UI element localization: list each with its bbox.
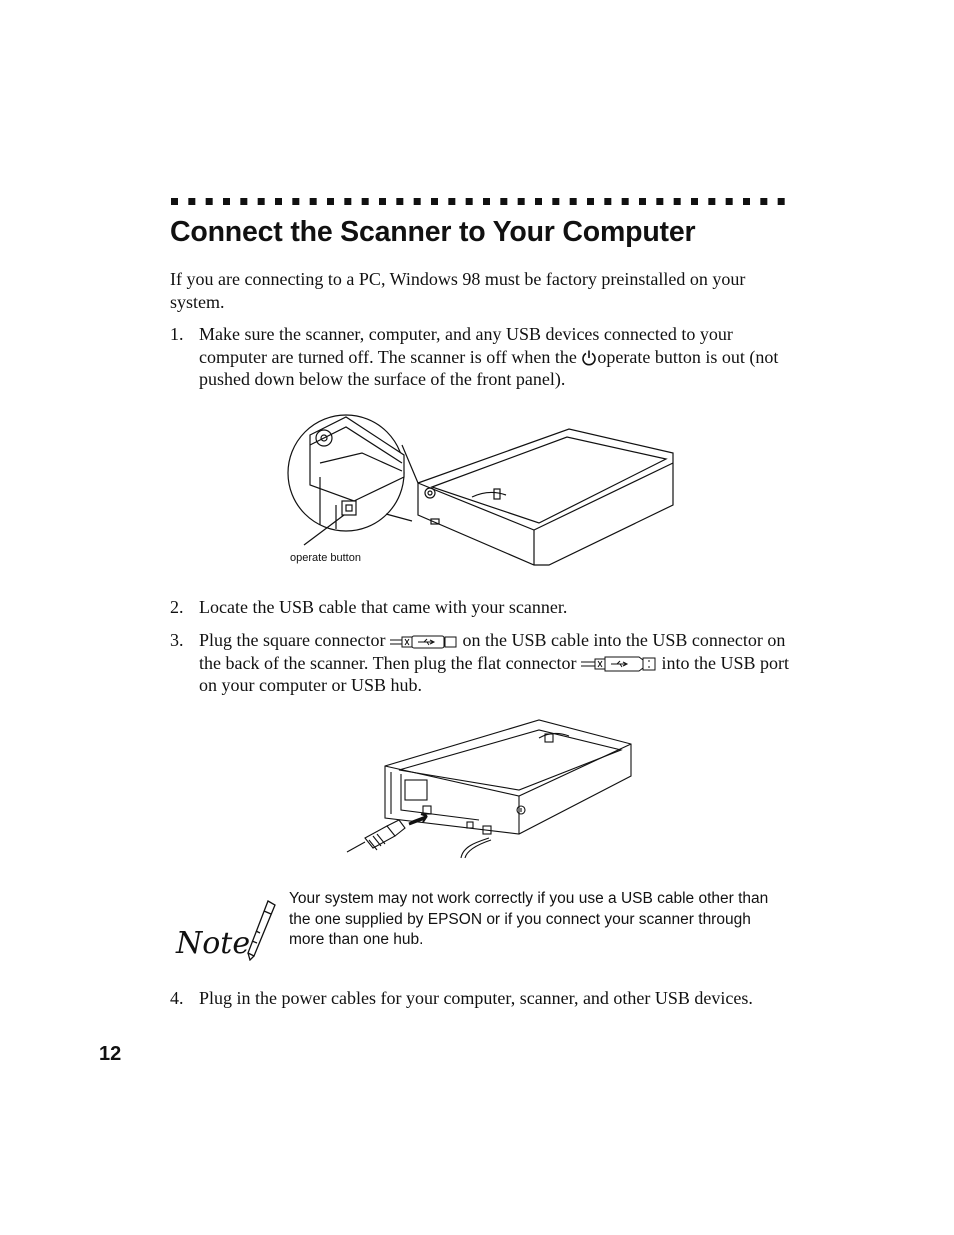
rule-dot [448,198,455,205]
rule-dot [414,198,421,205]
step-text: Locate the USB cable that came with your scanner. [199,597,568,617]
rule-dot [570,198,577,205]
rule-dot [240,198,247,205]
rule-dot [535,198,542,205]
figure-caption: operate button [290,552,361,564]
note-text: Your system may not work correctly if you use a USB cable other than the one supplied by EPSON or if you connect your scanner through more than one hub. [289,890,769,948]
rule-dot [587,198,594,205]
rule-dot [726,198,733,205]
step-text: Plug in the power cables for your computer, scanner, and other USB devices. [199,988,753,1008]
rule-dot [604,198,611,205]
rule-dot [275,198,282,205]
rule-dot [500,198,507,205]
rule-dot [743,198,750,205]
intro-paragraph: If you are connecting to a PC, Windows 98 must be factory preinstalled on your system. [170,269,746,312]
rule-dot [691,198,698,205]
rule-dot [206,198,213,205]
rule-dot [552,198,559,205]
step-number: 4. [170,988,184,1008]
page-heading: Connect the Scanner to Your Computer [170,216,696,248]
step-text: Plug the square connector on the USB cable into the USB connector on the back of the scanner. Then plug the flat connector into the USB port on your computer or USB hub. [199,630,790,695]
rule-dot [258,198,265,205]
rule-dot [327,198,334,205]
scanner-back-illustration [343,714,635,860]
usb-flat-connector-icon [581,656,657,672]
rule-dot [708,198,715,205]
rule-dot [518,198,525,205]
rule-dot [310,198,317,205]
rule-dot [431,198,438,205]
page-number: 12 [99,1043,122,1065]
rule-dot [760,198,767,205]
usb-square-connector-icon [390,635,458,649]
rule-dot [466,198,473,205]
step-text: Make sure the scanner, computer, and any USB devices connected to your computer are turned off. The scanner is off when the operate button is out (not pushed down below the surface of the front panel). [199,324,779,389]
rule-dot [674,198,681,205]
note-label: Note [176,926,251,961]
rule-dot [483,198,490,205]
rule-dot [396,198,403,205]
rule-dot [362,198,369,205]
rule-dot [223,198,230,205]
rule-dot [639,198,646,205]
step-number: 1. [170,324,184,344]
note-pencil-icon [172,893,276,961]
rule-dot [379,198,386,205]
rule-dot [171,198,178,205]
scanner-front-illustration [284,405,678,571]
rule-dot [778,198,785,205]
rule-dot [292,198,299,205]
step-number: 2. [170,597,184,617]
section-dotted-rule [171,198,795,206]
rule-dot [656,198,663,205]
rule-dot [622,198,629,205]
step-number: 3. [170,630,184,650]
rule-dot [188,198,195,205]
rule-dot [344,198,351,205]
power-icon [581,349,597,367]
